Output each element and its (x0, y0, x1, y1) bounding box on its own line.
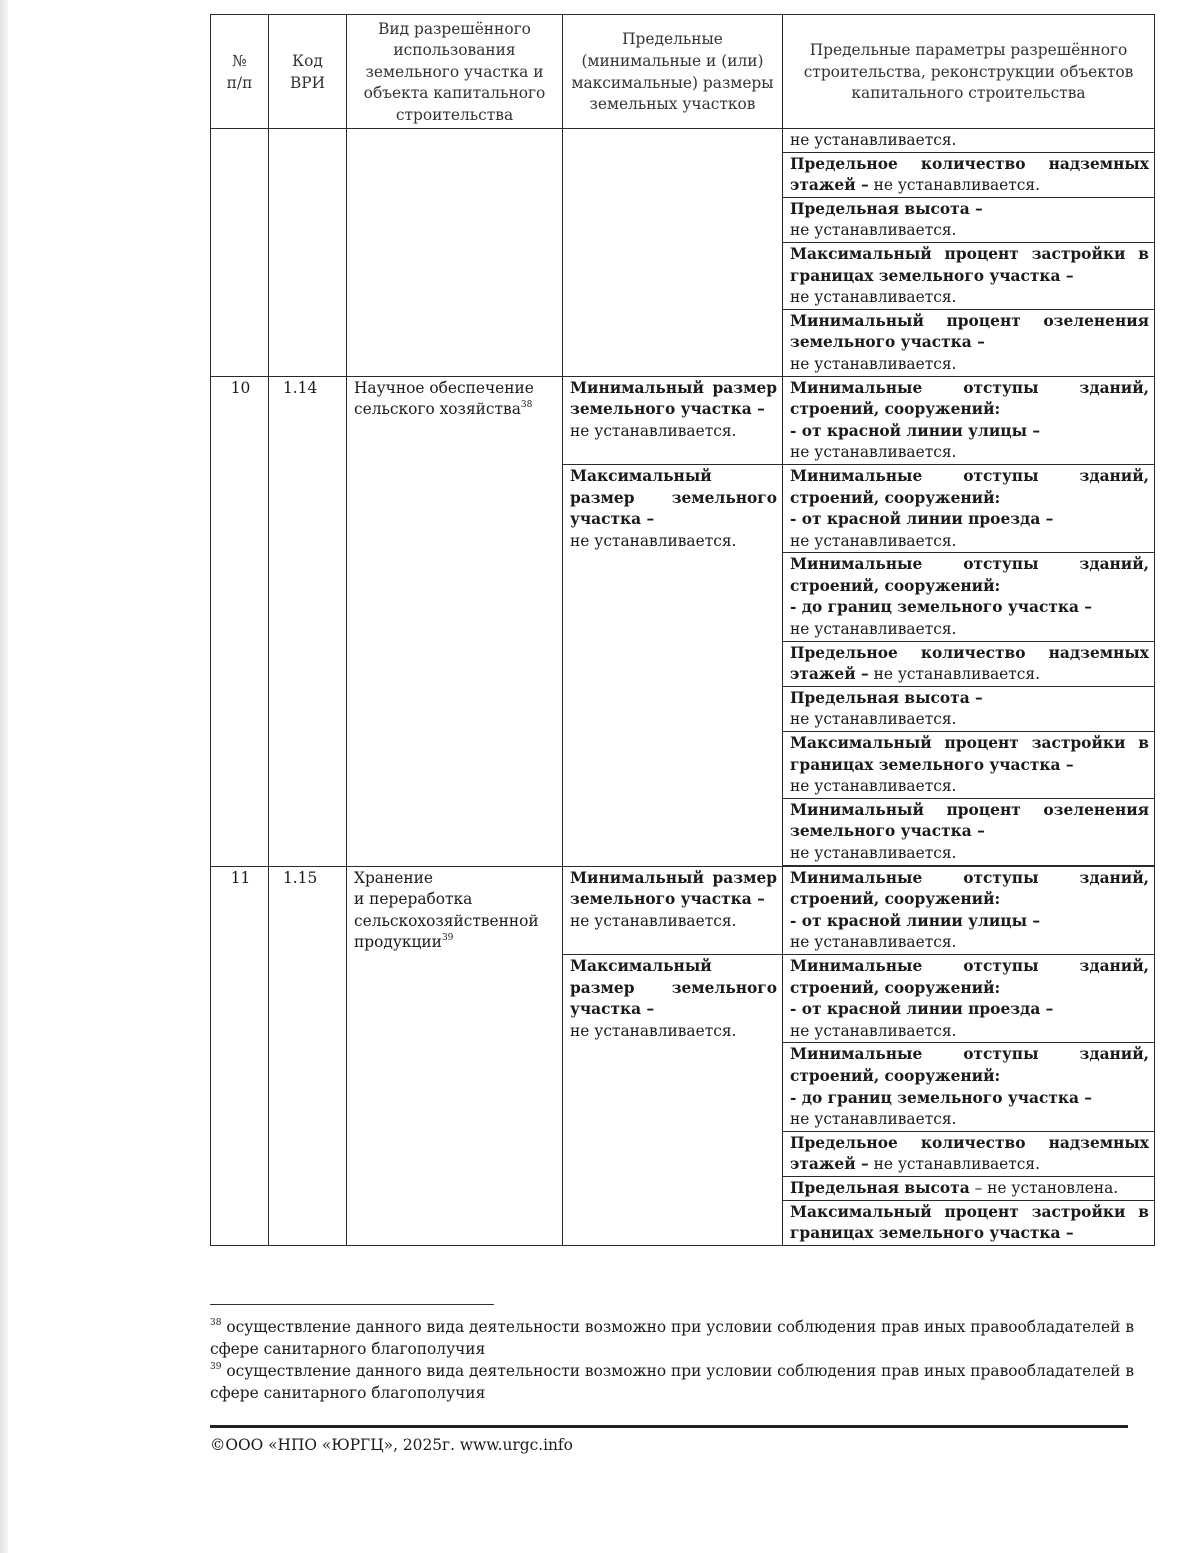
size-title: Максимальный размер земельного участка – (570, 466, 777, 529)
param-cell (783, 129, 1155, 153)
footnote (210, 1316, 1150, 1360)
table-row (211, 376, 1155, 464)
param-cell (783, 464, 1155, 552)
scan-edge-shadow (0, 0, 8, 1553)
vri-code: 1.14 (269, 376, 347, 866)
size-cell (563, 954, 783, 1245)
param-cell (783, 798, 1155, 865)
param-subtitle: - от красной линии улицы – (790, 911, 1041, 930)
footnote-ref: 39 (441, 933, 454, 944)
param-title: Максимальный процент застройки в границах земельного участка – (790, 1202, 1149, 1243)
param-cell (783, 732, 1155, 799)
header-use-type: Вид разрешённого использования земельного участка и объекта капитального строительства (347, 15, 563, 129)
cell-use-type-empty (347, 129, 563, 377)
table-row (211, 129, 1155, 153)
param-text: не устанавливается. (790, 221, 957, 240)
param-text: не устанавливается. (868, 1155, 1041, 1174)
param-text: не устанавливается. (790, 1110, 957, 1129)
footnotes (210, 1316, 1150, 1404)
param-title: Максимальный процент застройки в границах земельного участка – (790, 244, 1149, 285)
param-cell (783, 152, 1155, 197)
param-title: Предельная высота – (790, 199, 983, 218)
param-cell (783, 242, 1155, 309)
header-code: Код ВРИ (269, 15, 347, 129)
size-cell (563, 464, 783, 866)
param-cell (783, 309, 1155, 376)
param-cell (783, 954, 1155, 1042)
param-title: Минимальные отступы зданий, строений, сооружений: (790, 378, 1149, 419)
param-cell (783, 553, 1155, 641)
param-title: Минимальные отступы зданий, строений, сооружений: (790, 956, 1149, 997)
vri-code: 1.15 (269, 866, 347, 1246)
size-text: не устанавливается. (570, 531, 737, 550)
footer-copyright: ©ООО «НПО «ЮРГЦ», 2025г. www.urgc.info (210, 1436, 573, 1454)
param-cell (783, 866, 1155, 954)
footnote-separator (210, 1304, 494, 1305)
param-text: не устанавливается. (790, 620, 957, 639)
param-cell (783, 641, 1155, 686)
param-title: Минимальные отступы зданий, строений, сооружений: (790, 555, 1149, 595)
header-parameters: Предельные параметры разрешённого строительства, реконструкции объектов капитального строительства (783, 15, 1155, 129)
footnote (210, 1360, 1150, 1404)
footnote-text: осуществление данного вида деятельности возможно при условии соблюдения прав иных правообладателей в сфере санитарного благополучия (210, 1362, 1134, 1402)
param-text: – не установлена. (969, 1178, 1119, 1197)
param-title: Минимальные отступы зданий, строений, сооружений: (790, 1045, 1149, 1085)
param-cell (783, 376, 1155, 464)
size-text: не устанавливается. (570, 421, 737, 440)
param-cell (783, 1043, 1155, 1131)
size-cell (563, 376, 783, 464)
footnote-text: осуществление данного вида деятельности возможно при условии соблюдения прав иных правообладателей в сфере санитарного благополучия (210, 1318, 1134, 1358)
table-row (211, 866, 1155, 954)
param-subtitle: - от красной линии улицы – (790, 421, 1041, 440)
param-cell (783, 197, 1155, 242)
param-cell (783, 1200, 1155, 1245)
size-title: Минимальный размер земельного участка – (570, 868, 777, 909)
use-type-name: Научное обеспечение сельского хозяйства$^{38}$ (347, 376, 563, 866)
footnote-number: 38 (210, 1318, 222, 1328)
regulations-table (210, 14, 1155, 1246)
param-title: Предельное количество надземных этажей – (790, 1133, 1149, 1174)
param-cell (783, 1131, 1155, 1176)
footnote-number: 39 (210, 1362, 222, 1372)
size-title: Максимальный размер земельного участка – (570, 956, 777, 1019)
param-text: не устанавливается. (790, 443, 957, 462)
param-text: не устанавливается. (790, 777, 957, 796)
use-type-name: Хранение и переработка сельскохозяйственной продукции$^{39}$ (347, 866, 563, 1246)
param-title: Предельное количество надземных этажей – (790, 154, 1149, 195)
param-text: не устанавливается. (790, 844, 957, 862)
param-text: не устанавливается. (790, 131, 957, 149)
row-number: 11 (211, 866, 269, 1246)
header-number: № п/п (211, 15, 269, 129)
header-plot-size: Предельные (минимальные и (или) максимальные) размеры земельных участков (563, 15, 783, 129)
param-text: не устанавливается. (790, 933, 957, 952)
footer-rule (210, 1425, 1128, 1428)
param-title: Минимальный процент озеленения земельного участка – (790, 311, 1149, 352)
cell-code-empty (269, 129, 347, 377)
footnote-ref: 38 (520, 400, 533, 411)
param-title: Предельное количество надземных этажей – (790, 643, 1149, 684)
param-text: не устанавливается. (790, 354, 957, 373)
param-text: не устанавливается. (790, 531, 957, 550)
size-title: Минимальный размер земельного участка – (570, 378, 777, 419)
param-subtitle: - до границ земельного участка – (790, 1088, 1092, 1107)
param-text: не устанавливается. (790, 1021, 957, 1040)
param-text: не устанавливается. (868, 665, 1041, 684)
param-text: не устанавливается. (868, 176, 1041, 195)
param-title: Минимальные отступы зданий, строений, сооружений: (790, 466, 1149, 507)
size-text: не устанавливается. (570, 911, 737, 930)
param-title: Минимальный процент озеленения земельного участка – (790, 800, 1149, 841)
size-text: не устанавливается. (570, 1021, 737, 1040)
param-subtitle: - до границ земельного участка – (790, 598, 1092, 617)
cell-size-empty (563, 129, 783, 377)
param-title: Предельная высота – (790, 688, 983, 707)
param-text: не устанавливается. (790, 710, 957, 729)
cell-number-empty (211, 129, 269, 377)
param-subtitle: - от красной линии проезда – (790, 1000, 1054, 1019)
size-cell (563, 866, 783, 954)
table-header-row (211, 15, 1155, 129)
param-subtitle: - от красной линии проезда – (790, 510, 1054, 529)
param-title: Предельная высота (790, 1178, 970, 1197)
param-cell (783, 1176, 1155, 1200)
param-title: Минимальные отступы зданий, строений, сооружений: (790, 868, 1149, 909)
param-title: Максимальный процент застройки в границах земельного участка – (790, 734, 1149, 774)
row-number: 10 (211, 376, 269, 866)
param-text: не устанавливается. (790, 288, 957, 307)
param-cell (783, 686, 1155, 731)
